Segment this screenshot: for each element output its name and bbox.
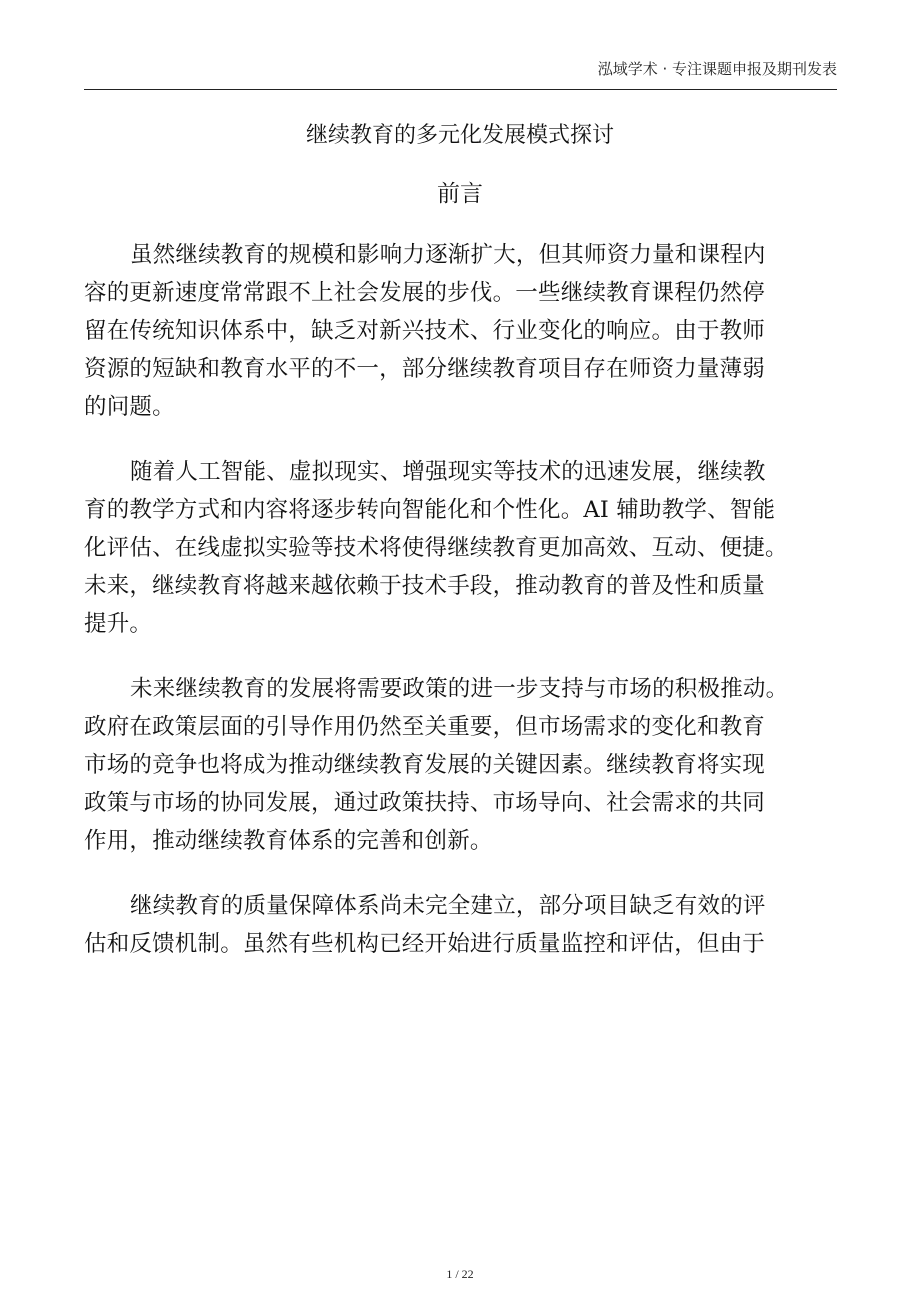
- text-line: 政府在政策层面的引导作用仍然至关重要，但市场需求的变化和教育: [84, 714, 766, 740]
- paragraph: [84, 453, 854, 643]
- document-title: 继续教育的多元化发展模式探讨: [305, 123, 614, 148]
- document-body: [84, 236, 854, 990]
- text-line: 的问题。: [84, 394, 175, 420]
- text-line: 未来，继续教育将越来越依赖于技术手段，推动教育的普及性和质量: [84, 573, 766, 599]
- text-line: 化评估、在线虚拟实验等技术将使得继续教育更加高效、互动、便捷。: [84, 535, 788, 561]
- text-line: 育的教学方式和内容将逐步转向智能化和个性化。AI 辅助教学、智能: [84, 497, 776, 523]
- text-line: 继续教育的质量保障体系尚未完全建立，部分项目缺乏有效的评: [130, 893, 766, 919]
- section-heading: 前言: [437, 181, 483, 207]
- text-line: 提升。: [84, 611, 153, 637]
- page-number: 1 / 22: [446, 1267, 474, 1281]
- header-text: 泓域学术 · 专注课题申报及期刊发表: [597, 60, 837, 78]
- text-line: 资源的短缺和教育水平的不一，部分继续教育项目存在师资力量薄弱: [84, 356, 766, 382]
- text-line: 市场的竞争也将成为推动继续教育发展的关键因素。继续教育将实现: [84, 752, 766, 778]
- text-line: 未来继续教育的发展将需要政策的进一步支持与市场的积极推动。: [130, 676, 789, 702]
- text-line: 作用，推动继续教育体系的完善和创新。: [84, 828, 493, 854]
- text-line: 政策与市场的协同发展，通过政策扶持、市场导向、社会需求的共同: [84, 790, 766, 816]
- text-line: 随着人工智能、虚拟现实、增强现实等技术的迅速发展，继续教: [130, 459, 766, 485]
- text-line: 虽然继续教育的规模和影响力逐渐扩大，但其师资力量和课程内: [130, 242, 766, 268]
- text-line: 估和反馈机制。虽然有些机构已经开始进行质量监控和评估，但由于: [84, 931, 766, 957]
- paragraph: [84, 670, 854, 860]
- paragraph: [84, 236, 854, 426]
- text-line: 留在传统知识体系中，缺乏对新兴技术、行业变化的响应。由于教师: [84, 318, 766, 344]
- paragraph: [84, 887, 854, 963]
- header-divider: [84, 89, 837, 90]
- text-line: 容的更新速度常常跟不上社会发展的步伐。一些继续教育课程仍然停: [84, 280, 766, 306]
